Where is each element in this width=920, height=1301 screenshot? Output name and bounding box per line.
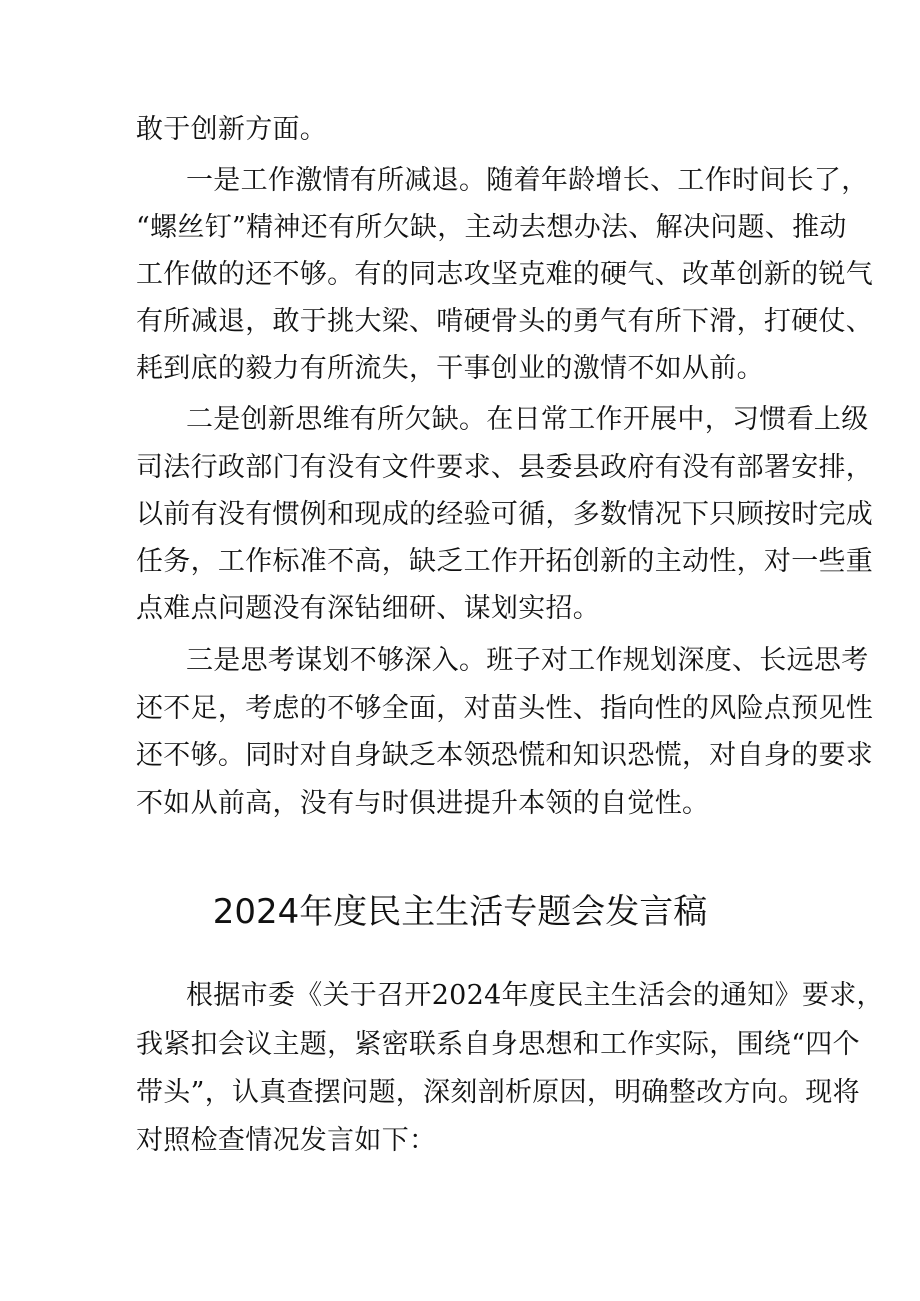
paragraph-line: 还不够。同时对自身缺乏本领恐慌和知识恐慌，对自身的要求 — [136, 740, 874, 771]
paragraph-line: 根据市委《关于召开2024年度民主生活会的通知》要求， — [186, 980, 884, 1011]
paragraph-line: 工作做的还不够。有的同志攻坚克难的硬气、改革创新的锐气 — [136, 259, 874, 290]
document-title: 2024年度民主生活专题会发言稿 — [212, 892, 708, 932]
paragraph-line: “螺丝钉”精神还有所欠缺，主动去想办法、解决问题、推动 — [136, 212, 847, 243]
paragraph-line: 司法行政部门有没有文件要求、县委县政府有没有部署安排， — [136, 452, 874, 483]
paragraph-line: 一是工作激情有所减退。随着年龄增长、工作时间长了， — [186, 165, 869, 196]
paragraph-line: 任务，工作标准不高，缺乏工作开拓创新的主动性，对一些重 — [136, 546, 874, 577]
paragraph-line: 三是思考谋划不够深入。班子对工作规划深度、长远思考 — [186, 645, 869, 676]
paragraph-line: 二是创新思维有所欠缺。在日常工作开展中，习惯看上级 — [186, 404, 869, 435]
paragraph-line: 对照检查情况发言如下： — [136, 1125, 437, 1156]
paragraph-line: 带头”，认真查摆问题，深刻剖析原因，明确整改方向。现将 — [136, 1077, 860, 1108]
paragraph-line: 不如从前高，没有与时俱进提升本领的自觉性。 — [136, 788, 710, 819]
paragraph-line: 耗到底的毅力有所流失，干事创业的激情不如从前。 — [136, 353, 764, 384]
paragraph-line: 还不足，考虑的不够全面，对苗头性、指向性的风险点预见性 — [136, 693, 874, 724]
paragraph-line: 我紧扣会议主题，紧密联系自身思想和工作实际，围绕“四个 — [136, 1029, 860, 1060]
paragraph-line: 有所减退，敢于挑大梁、啃硬骨头的勇气有所下滑，打硬仗、 — [136, 306, 874, 337]
paragraph-line: 敢于创新方面。 — [136, 114, 328, 145]
paragraph-line: 以前有没有惯例和现成的经验可循，多数情况下只顾按时完成 — [136, 499, 874, 530]
paragraph-line: 点难点问题没有深钻细研、谋划实招。 — [136, 593, 601, 624]
